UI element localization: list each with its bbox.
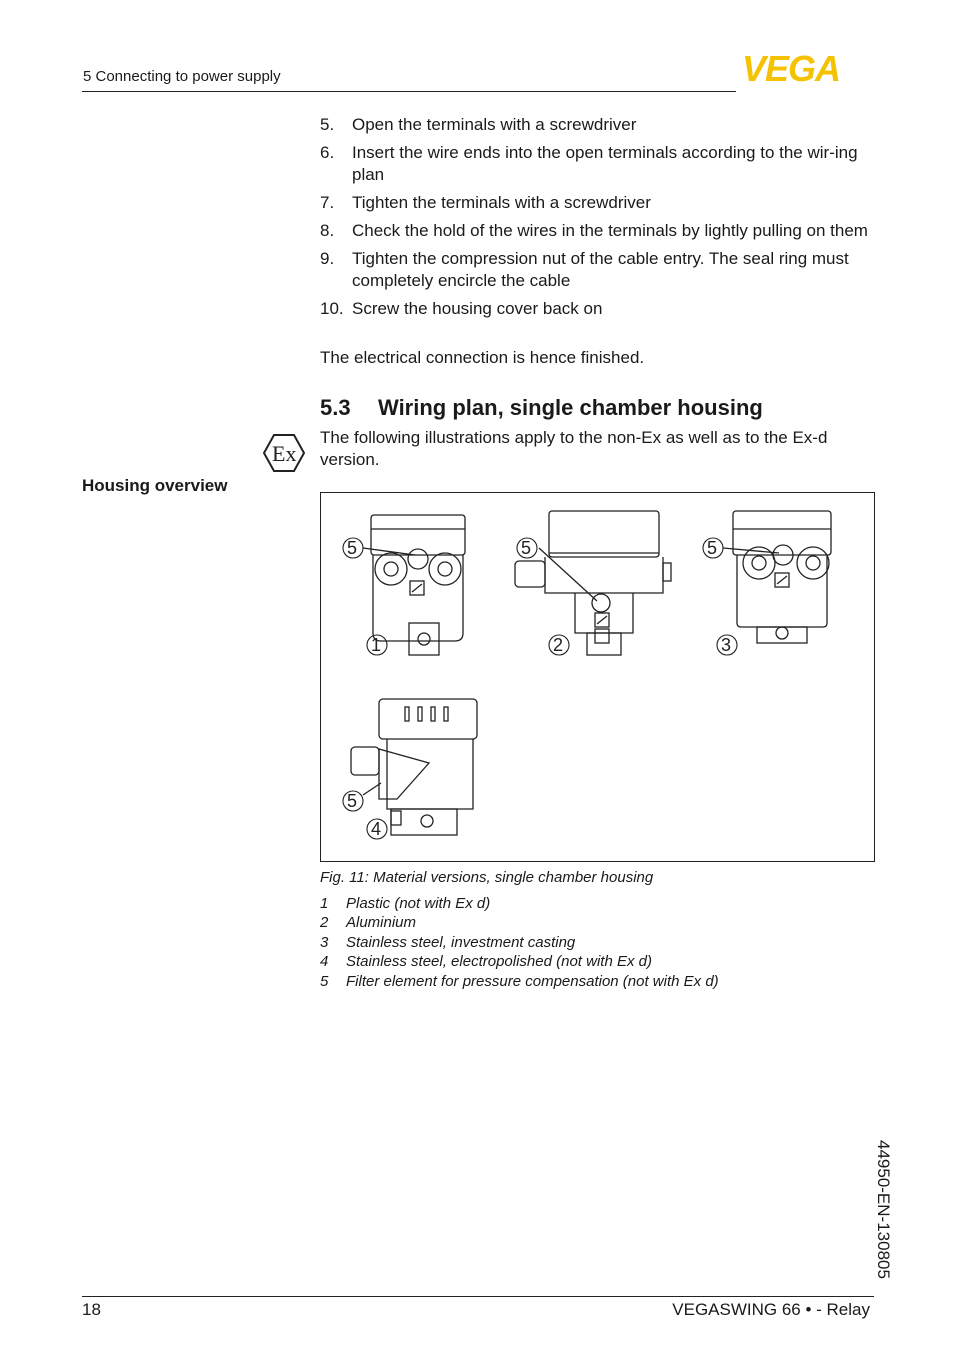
step-number: 6. — [320, 143, 335, 162]
step-text: Check the hold of the wires in the terminals by lightly pulling on them — [352, 221, 868, 240]
legend-item — [320, 894, 719, 913]
callout-1: 1 — [371, 635, 382, 655]
running-header: 5 Connecting to power supply — [83, 68, 281, 85]
step-text: Tighten the terminals with a screwdriver — [352, 193, 651, 212]
step-item — [320, 142, 880, 186]
legend-item — [320, 952, 719, 971]
footer-rule — [82, 1296, 874, 1297]
legend-text: Stainless steel, electropolished (not with Ex d) — [346, 953, 652, 971]
section-heading — [320, 395, 763, 421]
legend-item — [320, 913, 719, 932]
legend-text: Aluminium — [346, 914, 417, 932]
instruction-steps — [320, 114, 880, 326]
housing-overview-label: Housing overview — [82, 476, 228, 495]
callout-5: 5 — [347, 791, 358, 811]
legend-key: 3 — [320, 933, 329, 951]
logo-text: VEGA — [742, 52, 841, 84]
legend-text: Filter element for pressure compensation (not with Ex d) — [346, 972, 719, 990]
page-number: 18 — [82, 1300, 101, 1319]
callout-4: 4 — [371, 819, 382, 839]
step-text: Insert the wire ends into the open terminals according to the wir-ing plan — [352, 143, 858, 184]
figure-legend — [320, 894, 719, 991]
step-item — [320, 298, 880, 320]
legend-key: 5 — [320, 972, 329, 990]
header-rule — [82, 91, 736, 92]
step-text: Tighten the compression nut of the cable entry. The seal ring must completely encircle the cable — [352, 249, 849, 290]
svg-text:Ex: Ex — [272, 441, 297, 466]
step-text: Open the terminals with a screwdriver — [352, 115, 637, 134]
callout-2: 2 — [553, 635, 564, 655]
step-number: 5. — [320, 115, 335, 134]
legend-item — [320, 972, 719, 991]
step-number: 8. — [320, 221, 335, 240]
section-title: Wiring plan, single chamber housing — [378, 395, 763, 420]
figure-caption: Fig. 11: Material versions, single chamber housing — [320, 869, 654, 886]
housing-plastic-drawing — [371, 515, 465, 655]
vega-logo — [742, 52, 872, 84]
legend-key: 1 — [320, 895, 329, 912]
ex-applicability-note: The following illustrations apply to the non-Ex as well as to the Ex-d version. — [320, 428, 828, 469]
section-number: 5.3 — [320, 395, 351, 420]
document-number: 44950-EN-130805 — [874, 1140, 893, 1279]
callout-5: 5 — [347, 538, 358, 558]
step-item — [320, 248, 880, 292]
legend-key: 2 — [320, 914, 329, 932]
legend-text: Stainless steel, investment casting — [346, 933, 576, 951]
callout-3: 3 — [721, 635, 732, 655]
step-number: 10. — [320, 299, 344, 318]
callout-5: 5 — [521, 538, 532, 558]
step-item — [320, 220, 880, 242]
step-item — [320, 192, 880, 214]
step-item — [320, 114, 880, 136]
legend-item — [320, 933, 719, 952]
step-number: 9. — [320, 249, 335, 268]
housing-figure — [320, 492, 875, 862]
step-number: 7. — [320, 193, 335, 212]
legend-text: Plastic (not with Ex d) — [346, 895, 491, 912]
step-text: Screw the housing cover back on — [352, 299, 603, 318]
callout-5: 5 — [707, 538, 718, 558]
ex-symbol-icon — [263, 433, 305, 473]
finished-text: The electrical connection is hence finished. — [320, 348, 645, 367]
housing-stainless-drawing — [733, 511, 831, 643]
product-name: VEGASWING 66 • - Relay — [672, 1300, 870, 1319]
housing-electropolished-drawing — [351, 699, 477, 835]
legend-key: 4 — [320, 953, 329, 971]
housing-aluminium-drawing — [515, 511, 671, 655]
